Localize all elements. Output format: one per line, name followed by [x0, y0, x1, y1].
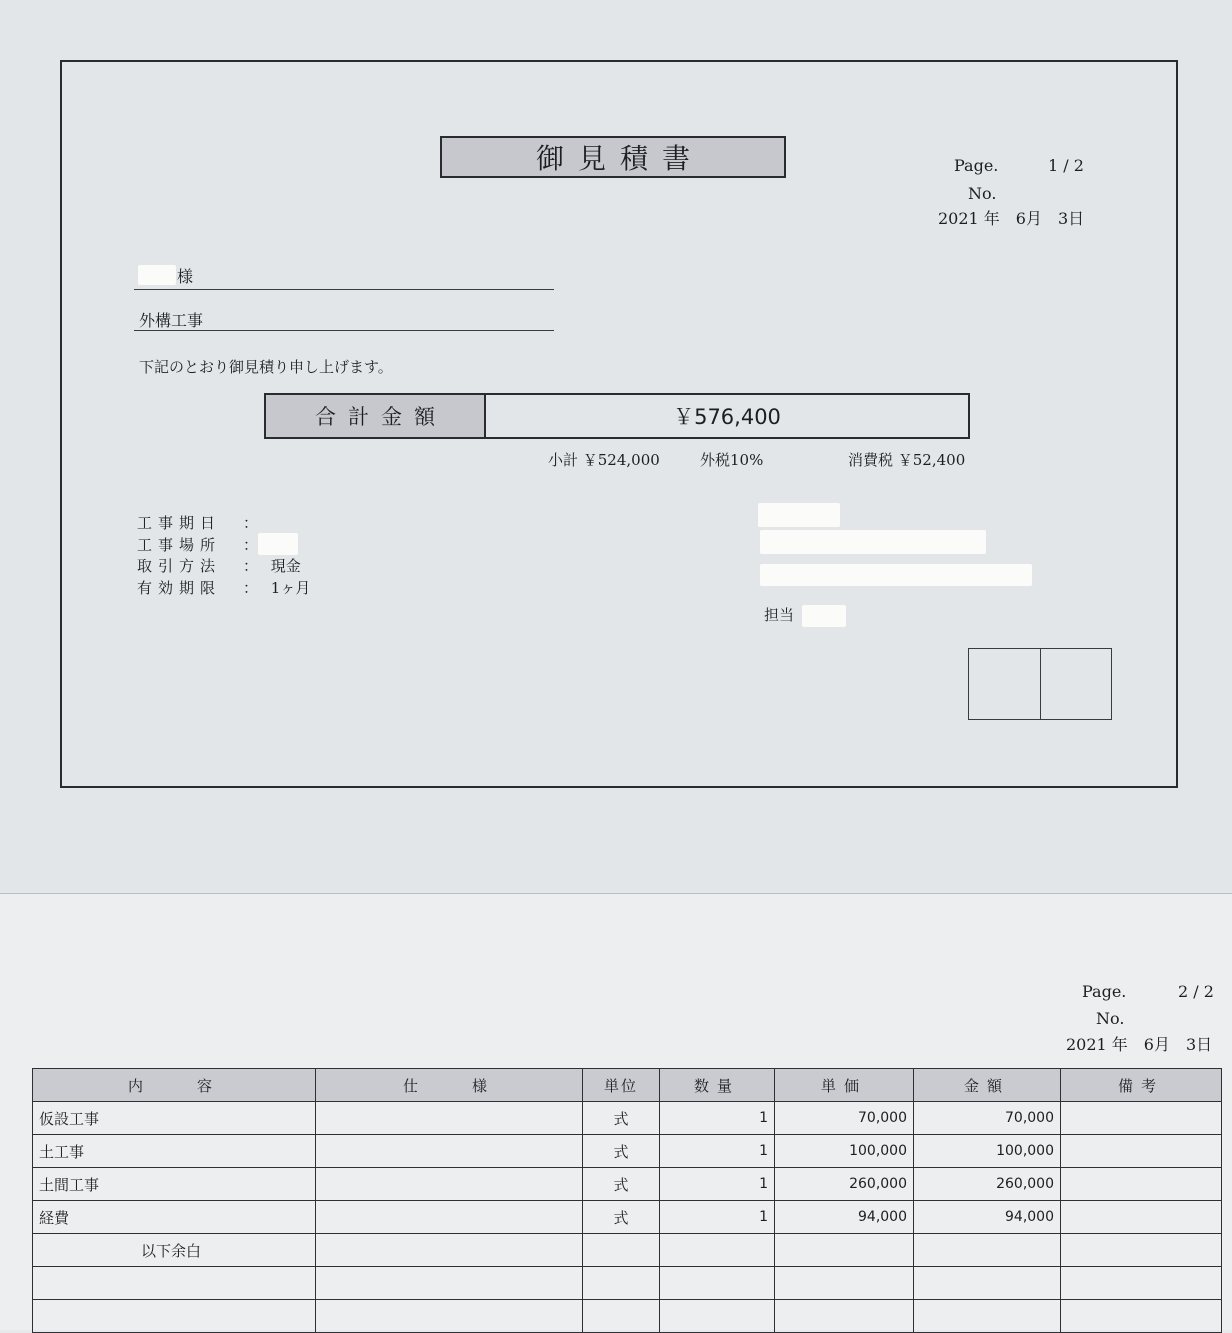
row-item: 仮設工事	[33, 1102, 316, 1135]
header-content: 内 容	[33, 1069, 316, 1102]
consumption-tax: 消費税 ￥52,400	[848, 451, 966, 469]
customer-honorific: 様	[177, 267, 194, 286]
empty-cell	[316, 1267, 583, 1300]
table-row	[33, 1234, 1222, 1267]
seal-boxes	[968, 648, 1112, 720]
document-title: 御見積書	[440, 136, 786, 178]
row-price: 94,000	[775, 1201, 914, 1234]
project-underline	[134, 330, 554, 331]
page-number: 1 / 2	[1048, 156, 1084, 175]
info-row-location	[137, 534, 258, 555]
project-name: 外構工事	[139, 311, 204, 330]
end-note: 以下余白	[33, 1234, 316, 1267]
row-amount: 260,000	[914, 1168, 1061, 1201]
empty-cell	[316, 1300, 583, 1333]
table-row	[33, 1300, 1222, 1333]
empty-cell	[914, 1300, 1061, 1333]
info-row-payment	[137, 555, 301, 576]
issue-date: 2021 年 6月 3日	[938, 209, 1085, 228]
empty-cell	[33, 1300, 316, 1333]
total-value: ￥576,400	[673, 405, 781, 429]
row-price: 70,000	[775, 1102, 914, 1135]
info-value: 1ヶ月	[270, 579, 311, 597]
info-row-period	[137, 512, 258, 533]
info-colon: ：	[243, 536, 259, 554]
row-unit: 式	[583, 1135, 660, 1168]
row-spec	[316, 1102, 583, 1135]
empty-cell	[914, 1234, 1061, 1267]
total-label: 合計金額	[266, 395, 486, 437]
row-spec	[316, 1201, 583, 1234]
empty-cell	[583, 1300, 660, 1333]
info-label: 有効期限	[137, 579, 222, 597]
header-quantity: 数量	[660, 1069, 775, 1102]
info-colon: ：	[243, 514, 259, 532]
row-qty: 1	[660, 1168, 775, 1201]
info-row-validity	[137, 577, 310, 598]
redacted-company-name	[758, 503, 840, 527]
header-unit-price: 単価	[775, 1069, 914, 1102]
total-amount-box	[264, 393, 970, 439]
header-unit: 単位	[583, 1069, 660, 1102]
header-remarks: 備考	[1061, 1069, 1222, 1102]
header-amount: 金額	[914, 1069, 1061, 1102]
detail-table	[32, 1068, 1222, 1333]
row-note	[1061, 1201, 1222, 1234]
page-number: 2 / 2	[1178, 982, 1214, 1001]
row-amount: 100,000	[914, 1135, 1061, 1168]
seal-box	[969, 649, 1041, 719]
empty-cell	[583, 1267, 660, 1300]
page-label: Page.	[954, 156, 999, 175]
info-label: 工事場所	[137, 536, 222, 554]
redacted-company-phone	[760, 564, 1032, 586]
empty-cell	[1061, 1234, 1222, 1267]
row-qty: 1	[660, 1102, 775, 1135]
empty-cell	[660, 1300, 775, 1333]
row-price: 100,000	[775, 1135, 914, 1168]
row-item: 経費	[33, 1201, 316, 1234]
row-unit: 式	[583, 1102, 660, 1135]
info-label: 取引方法	[137, 557, 222, 575]
redacted-person-name	[802, 605, 846, 627]
row-amount: 94,000	[914, 1201, 1061, 1234]
row-spec	[316, 1135, 583, 1168]
table-row	[33, 1201, 1222, 1234]
empty-cell	[775, 1234, 914, 1267]
issue-date: 2021 年 6月 3日	[1066, 1035, 1213, 1054]
seal-box	[1041, 649, 1112, 719]
table-row	[33, 1267, 1222, 1300]
row-price: 260,000	[775, 1168, 914, 1201]
row-unit: 式	[583, 1201, 660, 1234]
page-label: Page.	[1082, 982, 1127, 1001]
person-in-charge-label: 担当	[764, 606, 795, 624]
info-value: 現金	[270, 557, 301, 575]
table-row	[33, 1135, 1222, 1168]
empty-cell	[583, 1234, 660, 1267]
subtotal: 小計 ￥524,000	[548, 451, 660, 469]
empty-cell	[775, 1300, 914, 1333]
row-note	[1061, 1168, 1222, 1201]
empty-cell	[775, 1267, 914, 1300]
table-row	[33, 1168, 1222, 1201]
redacted-customer-name	[138, 265, 176, 285]
document-no-label: No.	[1096, 1009, 1125, 1028]
table-header-row	[33, 1069, 1222, 1102]
empty-cell	[914, 1267, 1061, 1300]
empty-cell	[1061, 1267, 1222, 1300]
row-spec	[316, 1168, 583, 1201]
customer-underline	[134, 289, 554, 290]
intro-text: 下記のとおり御見積り申し上げます。	[139, 358, 393, 376]
row-item: 土間工事	[33, 1168, 316, 1201]
empty-cell	[33, 1267, 316, 1300]
tax-type: 外税10%	[700, 451, 764, 469]
empty-cell	[1061, 1300, 1222, 1333]
row-qty: 1	[660, 1135, 775, 1168]
empty-cell	[660, 1234, 775, 1267]
header-spec: 仕 様	[316, 1069, 583, 1102]
estimate-page-2	[0, 893, 1232, 1330]
row-qty: 1	[660, 1201, 775, 1234]
redacted-company-address	[760, 530, 986, 554]
info-colon: ：	[243, 579, 259, 597]
row-note	[1061, 1135, 1222, 1168]
row-note	[1061, 1102, 1222, 1135]
info-label: 工事期日	[137, 514, 222, 532]
page-frame	[60, 60, 1178, 788]
table-row	[33, 1102, 1222, 1135]
row-amount: 70,000	[914, 1102, 1061, 1135]
row-item: 土工事	[33, 1135, 316, 1168]
empty-cell	[316, 1234, 583, 1267]
document-no-label: No.	[968, 184, 997, 203]
info-colon: ：	[243, 557, 259, 575]
empty-cell	[660, 1267, 775, 1300]
redacted-location	[258, 533, 298, 555]
row-unit: 式	[583, 1168, 660, 1201]
